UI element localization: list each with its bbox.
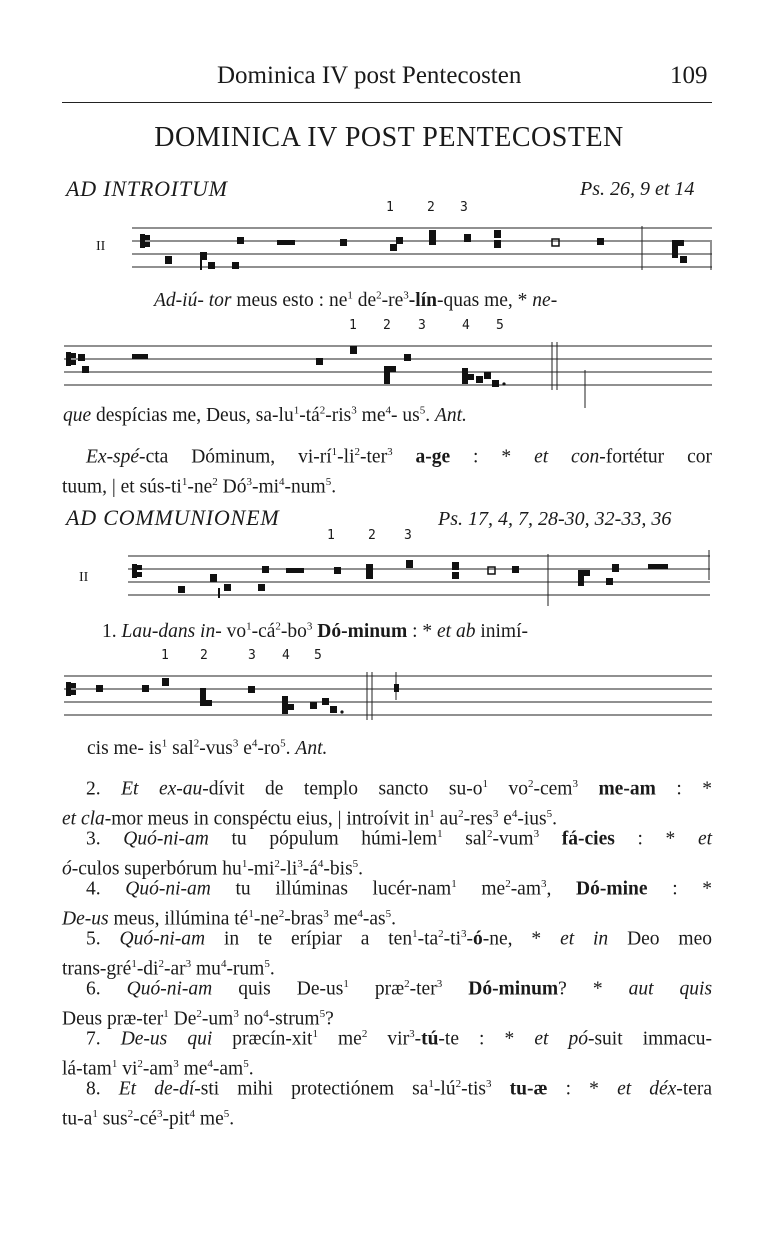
introit-verse-line-2 <box>62 470 712 500</box>
communion-lyrics-2 <box>87 737 327 760</box>
syllable-index: 1 <box>92 1107 98 1120</box>
text-run: tu illúminas lucér-nam <box>210 878 452 900</box>
text-run: no <box>238 1008 264 1029</box>
text-run: me <box>178 1058 208 1079</box>
introit-staff-1 <box>132 222 714 278</box>
text-run: -um <box>201 1008 234 1029</box>
syllable-index: 4 <box>357 907 363 920</box>
text-run: tu pópulum húmi-lem <box>208 828 438 850</box>
syllable-index: 1 <box>437 828 443 840</box>
text-run: -ris <box>325 404 352 426</box>
syllable-index: 3 <box>173 1057 179 1070</box>
syllable-index: 2 <box>274 857 280 870</box>
syllable-index: 4 <box>511 807 518 820</box>
text-run: tera <box>682 1078 713 1100</box>
text-run: Lau-dans in- <box>121 620 222 642</box>
syllable-index: 1 <box>482 778 488 790</box>
text-run: Dó-minum <box>468 978 559 1000</box>
syllable-index: 2 <box>127 1107 134 1120</box>
text-run: . <box>358 858 364 879</box>
syllable-index: 4 <box>189 1107 196 1120</box>
text-run: Deus præ-ter <box>62 1008 164 1029</box>
text-run: 5. <box>86 928 120 950</box>
text-run: -mi <box>247 858 275 879</box>
text-run: tuum, | et sús-ti <box>62 476 182 497</box>
text-run <box>539 829 562 850</box>
text-run: vo <box>487 778 528 800</box>
text-run: me <box>356 404 386 426</box>
syllable-index: 1 <box>331 446 338 458</box>
syllable-index: 5 <box>419 404 426 416</box>
syllable-number: 5 <box>314 648 322 663</box>
syllable-index: 3 <box>387 446 393 458</box>
text-run: 4. <box>86 878 126 900</box>
text-run: -lín <box>408 289 437 311</box>
text-run: -pit <box>162 1108 190 1129</box>
syllable-index: 3 <box>233 1007 239 1020</box>
verse-8 <box>62 1072 712 1131</box>
text-run: -ti <box>443 928 462 950</box>
text-run: -di <box>136 958 159 979</box>
text-run: meus esto : ne <box>231 289 348 311</box>
text-run: culos superbórum hu <box>78 858 242 879</box>
text-run: -bras <box>284 908 324 929</box>
text-run: Dó-minum <box>317 620 408 642</box>
syllable-index: 4 <box>263 1007 269 1020</box>
running-title: Dominica IV post Pentecosten <box>217 62 522 89</box>
syllable-index: 2 <box>376 289 382 301</box>
header-rule <box>62 102 712 103</box>
communion-mode: II <box>79 570 89 585</box>
text-run: . <box>552 808 557 829</box>
syllable-index: 3 <box>541 878 547 890</box>
syllable-index: 3 <box>297 857 303 870</box>
syllable-index: 2 <box>361 1028 368 1040</box>
text-run: quis De-us <box>212 978 344 1000</box>
text-run: -ar <box>163 958 186 979</box>
text-run: aut quis <box>628 978 713 1000</box>
syllable-index: 5 <box>264 957 270 970</box>
text-run: Dó-mine <box>576 878 648 900</box>
syllable-index: 1 <box>428 1078 434 1090</box>
text-run: -bo <box>280 620 307 642</box>
text-run: 8. <box>86 1078 119 1100</box>
text-run: Ant. <box>434 404 467 426</box>
page-title: DOMINICA IV POST PENTECOSTEN <box>154 122 624 153</box>
text-run: -ne <box>187 476 213 497</box>
syllable-index: 5 <box>223 1107 230 1120</box>
text-run: a-ge <box>415 446 451 468</box>
syllable-index: 2 <box>158 957 164 970</box>
communion-lyrics-1 <box>102 620 528 643</box>
syllable-index: 1 <box>111 1057 118 1070</box>
text-run: et <box>437 620 452 642</box>
page-number: 109 <box>670 62 708 89</box>
syllable-index: 3 <box>306 620 313 632</box>
text-run: -cé <box>133 1108 157 1129</box>
verse-line-2 <box>62 1102 712 1132</box>
text-run: Ad-iú- tor <box>154 289 232 311</box>
text-run <box>492 1079 510 1100</box>
text-run: -ius <box>517 808 547 829</box>
syllable-index: 1 <box>161 737 168 749</box>
text-run: - <box>466 928 474 950</box>
text-run <box>442 979 468 1000</box>
syllable-index: 2 <box>438 928 444 940</box>
syllable-index: 1 <box>163 1007 169 1020</box>
introit-lyrics-1 <box>154 289 557 312</box>
syllable-index: 5 <box>546 807 553 820</box>
verse-line-1 <box>62 822 712 852</box>
text-run: suit immacu- <box>594 1028 713 1050</box>
text-run: -am <box>510 878 542 900</box>
verse-line-1 <box>62 872 712 902</box>
syllable-index: 2 <box>196 1007 202 1020</box>
text-run: -tis <box>461 1078 486 1100</box>
text-run: au <box>434 808 459 829</box>
introit-staff1-numbers <box>0 200 778 216</box>
syllable-index: 3 <box>486 1078 492 1090</box>
syllable-index: 3 <box>351 404 357 416</box>
communion-staff1-numbers <box>0 528 778 544</box>
text-run: -li <box>279 858 298 879</box>
text-run: . <box>391 908 397 929</box>
syllable-index: 2 <box>404 978 410 990</box>
verse-line-1 <box>62 1072 712 1102</box>
verse-line-1 <box>62 772 712 802</box>
text-run: . <box>331 476 337 497</box>
introit-lyrics-2 <box>63 404 467 427</box>
syllable-number: 4 <box>282 648 290 663</box>
text-run: : * <box>647 878 713 900</box>
syllable-number: 2 <box>200 648 208 663</box>
syllable-index: 5 <box>385 907 392 920</box>
text-run: meus, illúmina té <box>108 908 249 929</box>
text-run: - <box>414 1028 422 1050</box>
text-run: De <box>168 1008 197 1029</box>
text-run: -vus <box>199 737 233 759</box>
verse-line-1 <box>62 972 712 1002</box>
text-run: -vum <box>492 828 534 850</box>
text-run: , <box>546 878 577 900</box>
text-run: ne- <box>532 289 558 311</box>
text-run: -te : * <box>438 1028 535 1050</box>
text-run: vi <box>117 1058 138 1079</box>
text-run: ab <box>455 620 476 642</box>
syllable-index: 5 <box>352 857 359 870</box>
text-run: -á <box>302 858 318 879</box>
syllable-index: 4 <box>317 857 324 870</box>
syllable-index: 4 <box>279 475 285 488</box>
text-run: . <box>285 737 296 759</box>
text-run: -rum <box>226 958 265 979</box>
text-run: sti mihi protectiónem sa <box>200 1078 429 1100</box>
syllable-index: 3 <box>156 1107 163 1120</box>
text-run: -ter <box>360 446 388 468</box>
text-run: inimí- <box>475 620 528 642</box>
text-run: -ter <box>409 978 437 1000</box>
syllable-index: 3 <box>436 978 443 990</box>
text-run: et pó- <box>534 1028 595 1050</box>
text-run: que <box>63 404 92 426</box>
text-run: ó- <box>62 858 79 879</box>
text-run: de <box>352 289 377 311</box>
text-run: -lú <box>433 1078 456 1100</box>
syllable-index: 3 <box>323 907 329 920</box>
text-run: præ <box>348 978 405 1000</box>
syllable-index: 1 <box>347 289 353 301</box>
text-run: -li <box>337 446 355 468</box>
text-run: fortétur cor <box>605 446 712 468</box>
introit-psalm-ref: Ps. 26, 9 et 14 <box>580 178 695 200</box>
communion-staff-2 <box>64 670 714 726</box>
text-run: -tá <box>299 404 320 426</box>
syllable-number: 2 <box>368 528 376 543</box>
text-run: Et ex-au- <box>121 778 209 800</box>
syllable-number: 3 <box>404 528 412 543</box>
syllable-index: 4 <box>207 1057 213 1070</box>
text-run: fá-cies <box>561 828 615 850</box>
text-run: tu-æ <box>509 1078 548 1100</box>
text-run: Quó-ni-am <box>119 928 206 950</box>
text-run: e <box>238 737 252 759</box>
text-run: . <box>269 958 275 979</box>
text-run: -mi <box>251 476 280 497</box>
text-run: De-us <box>62 908 109 929</box>
text-run: sal <box>442 828 487 850</box>
text-run: -strum <box>268 1008 320 1029</box>
text-run: -cem <box>533 778 573 800</box>
text-run: . <box>248 1058 254 1079</box>
text-run: Quó-ni-am <box>125 878 211 900</box>
text-run: -ne, * <box>482 928 561 950</box>
verse-line-1 <box>62 922 712 952</box>
syllable-index: 2 <box>354 446 360 458</box>
introit-verse-line-1 <box>62 440 712 470</box>
text-run: : * <box>450 446 535 468</box>
syllable-index: 1 <box>241 857 248 870</box>
text-run: me-am <box>598 778 656 800</box>
text-run: in te erípiar a ten <box>205 928 413 950</box>
text-run: sus <box>97 1108 128 1129</box>
text-run: et cla- <box>62 808 112 829</box>
syllable-index: 3 <box>533 828 540 840</box>
text-run: 1. <box>102 620 122 642</box>
text-run: -num <box>284 476 326 497</box>
syllable-index: 3 <box>409 1028 415 1040</box>
syllable-number: 4 <box>462 318 470 333</box>
lyric-run-list <box>63 405 467 426</box>
syllable-index: 3 <box>403 289 409 301</box>
text-run: -re <box>381 289 404 311</box>
syllable-index: 4 <box>385 404 391 416</box>
syllable-index: 2 <box>527 778 534 790</box>
text-run: 2. <box>86 778 122 800</box>
syllable-index: 3 <box>246 475 252 488</box>
text-run: ? * <box>558 978 629 1000</box>
syllable-number: 1 <box>161 648 169 663</box>
syllable-index: 3 <box>185 957 192 970</box>
text-run: tu-a <box>62 1108 93 1129</box>
syllable-index: 5 <box>325 475 332 488</box>
text-run: despícias me, Deus, sa-lu <box>91 404 294 426</box>
syllable-index: 1 <box>312 1028 318 1040</box>
syllable-index: 2 <box>278 907 285 920</box>
syllable-index: 2 <box>212 475 218 488</box>
text-run: . <box>425 404 435 426</box>
syllable-index: 2 <box>455 1078 462 1090</box>
text-run: -quas me, * <box>436 289 533 311</box>
syllable-index: 1 <box>293 404 300 416</box>
syllable-index: 5 <box>243 1057 249 1070</box>
text-run: : * <box>655 778 712 800</box>
syllable-number: 2 <box>427 200 435 215</box>
communion-staff2-numbers <box>0 648 778 664</box>
text-run: -ro <box>257 737 281 759</box>
syllable-index: 2 <box>137 1057 143 1070</box>
text-run: -ta <box>417 928 439 950</box>
communion-label: AD COMMUNIONEM <box>66 505 280 530</box>
text-run: vo <box>221 620 247 642</box>
text-run: 7. <box>86 1028 121 1050</box>
syllable-number: 1 <box>349 318 357 333</box>
introit-label: AD INTROITUM <box>66 176 228 201</box>
text-run: -ne <box>253 908 279 929</box>
text-run: -as <box>362 908 386 929</box>
introit-verse <box>62 440 712 499</box>
text-run: 3. <box>86 828 124 850</box>
syllable-index: 1 <box>246 620 252 632</box>
communion-staff-1 <box>128 550 714 610</box>
syllable-number: 2 <box>383 318 391 333</box>
text-run: : * <box>407 620 437 642</box>
syllable-index: 3 <box>461 928 467 940</box>
syllable-index: 2 <box>458 807 464 820</box>
syllable-index: 1 <box>343 978 349 990</box>
text-run: 6. <box>86 978 127 1000</box>
text-run <box>393 447 416 468</box>
text-run: Et de-dí- <box>118 1078 201 1100</box>
text-run: tú <box>421 1028 439 1050</box>
text-run: sal <box>167 737 194 759</box>
syllable-number: 3 <box>418 318 426 333</box>
text-run: ó <box>473 928 483 950</box>
text-run: me <box>328 908 358 929</box>
text-run: -res <box>463 808 493 829</box>
syllable-number: 3 <box>460 200 468 215</box>
text-run: De-us qui <box>120 1028 213 1050</box>
syllable-index: 1 <box>181 475 188 488</box>
text-run: . <box>229 1108 235 1129</box>
syllable-number: 1 <box>327 528 335 543</box>
lyric-run-list <box>102 621 528 642</box>
syllable-index: 1 <box>412 928 418 940</box>
text-run: me <box>195 1108 224 1129</box>
syllable-index: 4 <box>220 957 227 970</box>
text-run: Deo meo <box>608 928 713 950</box>
text-run: et <box>697 828 713 850</box>
text-run: -am <box>212 1058 244 1079</box>
text-run <box>578 779 599 800</box>
introit-mode: II <box>96 239 106 254</box>
text-run: Quó-ni-am <box>126 978 213 1000</box>
text-run: mu <box>191 958 221 979</box>
text-run: e <box>498 808 512 829</box>
syllable-index: 2 <box>275 620 281 632</box>
text-run: -am <box>142 1058 174 1079</box>
text-run: et in <box>560 928 609 950</box>
syllable-index: 1 <box>451 878 457 890</box>
text-run: Dó <box>217 476 247 497</box>
syllable-index: 1 <box>429 807 435 820</box>
syllable-index: 2 <box>486 828 493 840</box>
text-run: Ex-spé- <box>86 446 146 468</box>
text-run: et con- <box>534 446 606 468</box>
text-run: dívit de templo sancto su-o <box>208 778 483 800</box>
syllable-index: 1 <box>248 907 254 920</box>
text-run: vir <box>367 1028 410 1050</box>
syllable-index: 3 <box>492 807 499 820</box>
text-run: mor meus in conspéctu eius, | introívit in <box>111 808 430 829</box>
text-run: -bis <box>323 858 353 879</box>
syllable-index: 4 <box>251 737 258 749</box>
text-run: et déx- <box>617 1078 683 1100</box>
text-run: : * <box>547 1078 618 1100</box>
text-run: -cá <box>251 620 276 642</box>
text-run: cis me- is <box>87 737 162 759</box>
verse-line-1 <box>62 1022 712 1052</box>
text-run: me <box>456 878 506 900</box>
syllable-index: 1 <box>131 957 137 970</box>
syllable-index: 2 <box>505 878 511 890</box>
text-run: : * <box>614 828 698 850</box>
text-run: trans-gré <box>62 958 132 979</box>
text-run: Ant. <box>295 737 328 759</box>
introit-staff-2 <box>64 340 714 410</box>
syllable-index: 2 <box>193 737 200 749</box>
communion-psalm-ref: Ps. 17, 4, 7, 28-30, 32-33, 36 <box>438 508 672 530</box>
introit-staff2-numbers <box>0 318 778 334</box>
lyric-run-list <box>154 290 557 311</box>
text-run: cta Dóminum, vi-rí <box>145 446 332 468</box>
text-run: lá-tam <box>62 1058 112 1079</box>
text-run: Quó-ni-am <box>123 828 209 850</box>
text-run: ? <box>325 1008 334 1029</box>
syllable-index: 5 <box>280 737 286 749</box>
lyric-run-list <box>87 738 327 759</box>
syllable-number: 3 <box>248 648 256 663</box>
text-run: me <box>317 1028 362 1050</box>
syllable-number: 1 <box>386 200 394 215</box>
syllable-index: 3 <box>232 737 239 749</box>
syllable-index: 5 <box>319 1007 326 1020</box>
text-run: - us <box>390 404 420 426</box>
syllable-index: 3 <box>572 778 578 790</box>
text-run: præcín-xit <box>212 1028 313 1050</box>
syllable-index: 2 <box>319 404 326 416</box>
syllable-number: 5 <box>496 318 504 333</box>
